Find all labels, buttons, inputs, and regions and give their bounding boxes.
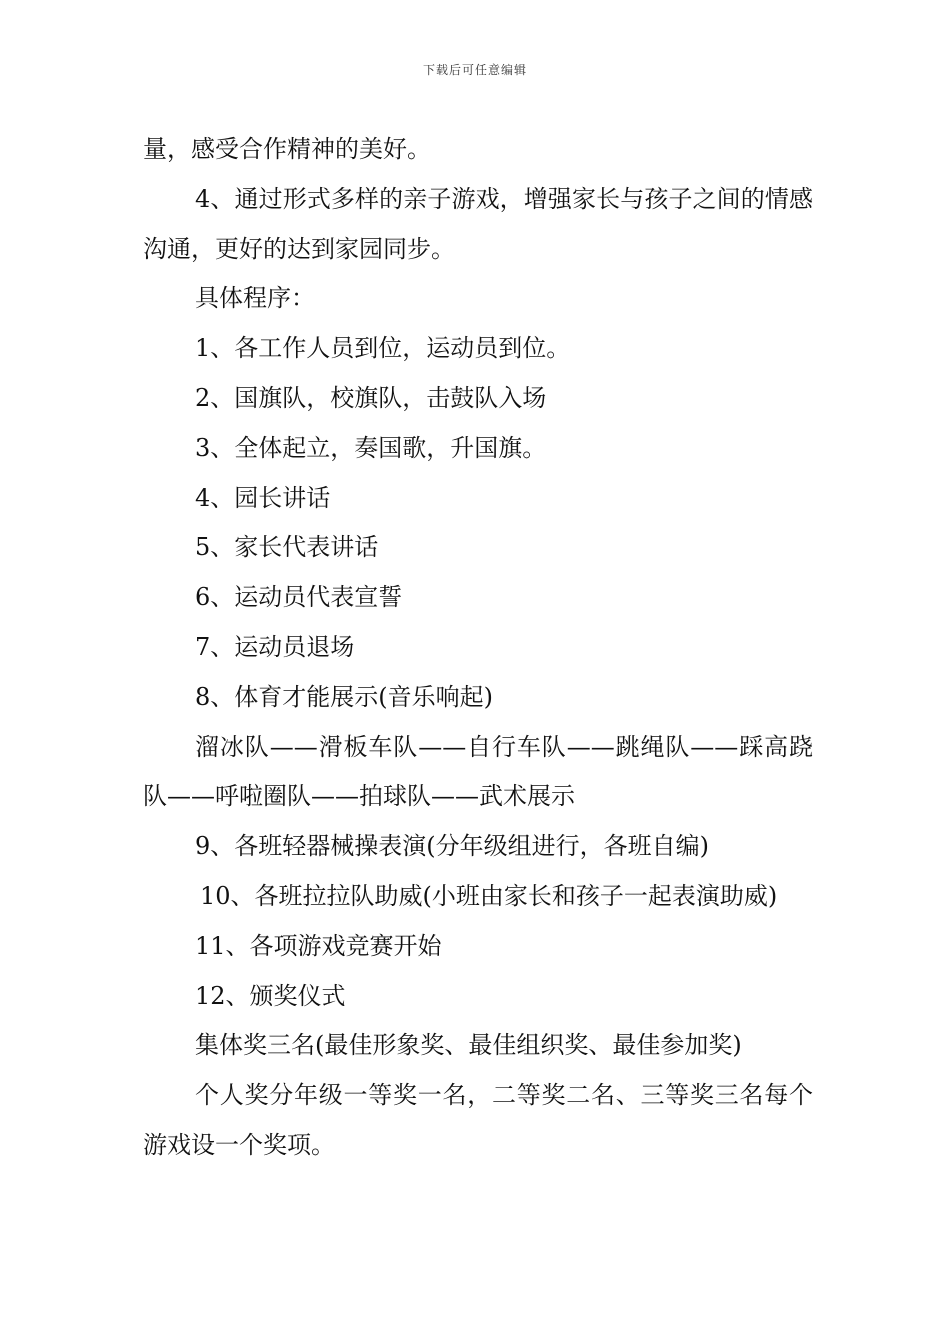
paragraph-step-2: 2、国旗队，校旗队，击鼓队入场 [195,383,547,412]
paragraph-step-5: 5、家长代表讲话 [195,533,379,562]
paragraph-goal-4: 4、通过形式多样的亲子游戏，增强家长与孩子之间的情感沟通，更好的达到家园同步。 [143,184,813,263]
paragraph-step-7: 7、运动员退场 [195,632,355,661]
paragraph-continuation: 量，感受合作精神的美好。 [143,135,431,163]
paragraph-individual-award: 个人奖分年级一等奖一名，二等奖二名、三等奖三名每个游戏设一个奖项。 [143,1081,813,1159]
paragraph-step-9: 9、各班轻器械操表演(分年级组进行，各班自编) [195,832,709,861]
paragraph-step-1: 1、各工作人员到位，运动员到位。 [195,334,571,363]
paragraph-group-award: 集体奖三名(最佳形象奖、最佳组织奖、最佳参加奖) [195,1031,742,1060]
document-body [143,125,813,1171]
paragraph-procedure-heading: 具体程序： [195,284,315,313]
paragraph-step-3: 3、全体起立，奏国歌，升国旗。 [195,433,547,462]
paragraph-step-11: 11、各项游戏竞赛开始 [195,931,442,960]
paragraph-team-list: 溜冰队——滑板车队——自行车队——跳绳队——踩高跷队——呼啦圈队——拍球队——武术展示 [143,732,813,811]
page-header-note: 下载后可任意编辑 [422,63,527,77]
paragraph-step-4: 4、园长讲话 [195,483,331,512]
paragraph-step-6: 6、运动员代表宣誓 [195,583,403,612]
paragraph-step-8: 8、体育才能展示(音乐响起) [195,682,493,711]
paragraph-step-10: 10、各班拉拉队助威(小班由家长和孩子一起表演助威) [200,881,778,910]
paragraph-step-12: 12、颁奖仪式 [195,981,346,1010]
